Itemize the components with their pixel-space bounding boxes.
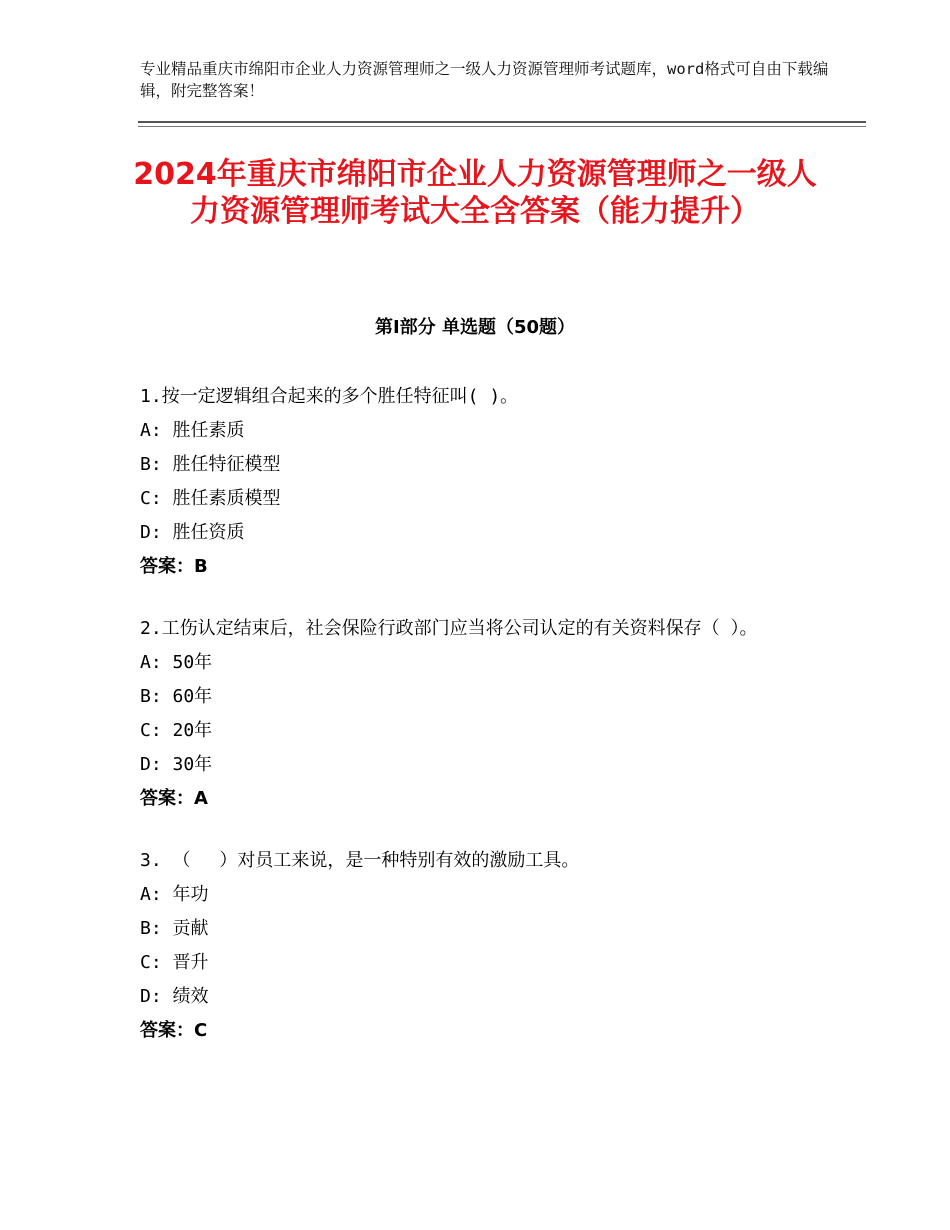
question-1 [140,380,820,584]
option-c: C: 20年 [140,720,213,741]
option-b: B: 60年 [140,686,213,707]
section-heading: 第Ⅰ部分 单选题（50题） [374,317,575,338]
option-d: D: 绩效 [140,986,209,1007]
answer-label: 答案：B [140,556,208,577]
option-d: D: 30年 [140,754,213,775]
question-2 [140,612,820,816]
option-a: A: 年功 [140,884,209,905]
question-stem: 3. （ ）对员工来说，是一种特别有效的激励工具。 [140,850,580,871]
document-title: 2024年重庆市绵阳市企业人力资源管理师之一级人力资源管理师考试大全含答案（能力提升） [133,157,817,229]
question-stem: 2.工伤认定结束后，社会保险行政部门应当将公司认定的有关资料保存（ ）。 [140,618,758,639]
header-divider-thin [138,126,866,127]
option-b: B: 贡献 [140,918,209,939]
header-divider [138,121,866,123]
option-c: C: 晋升 [140,952,209,973]
answer-label: 答案：C [140,1020,208,1041]
question-3 [140,844,820,1048]
question-list [140,380,820,1076]
question-stem: 1.按一定逻辑组合起来的多个胜任特征叫( )。 [140,386,519,407]
answer-label: 答案：A [140,788,208,809]
header-note: 专业精品重庆市绵阳市企业人力资源管理师之一级人力资源管理师考试题库，word格式可自由下载编辑，附完整答案！ [140,60,829,100]
option-a: A: 胜任素质 [140,420,245,441]
option-b: B: 胜任特征模型 [140,454,281,475]
option-d: D: 胜任资质 [140,522,245,543]
option-c: C: 胜任素质模型 [140,488,281,509]
option-a: A: 50年 [140,652,213,673]
